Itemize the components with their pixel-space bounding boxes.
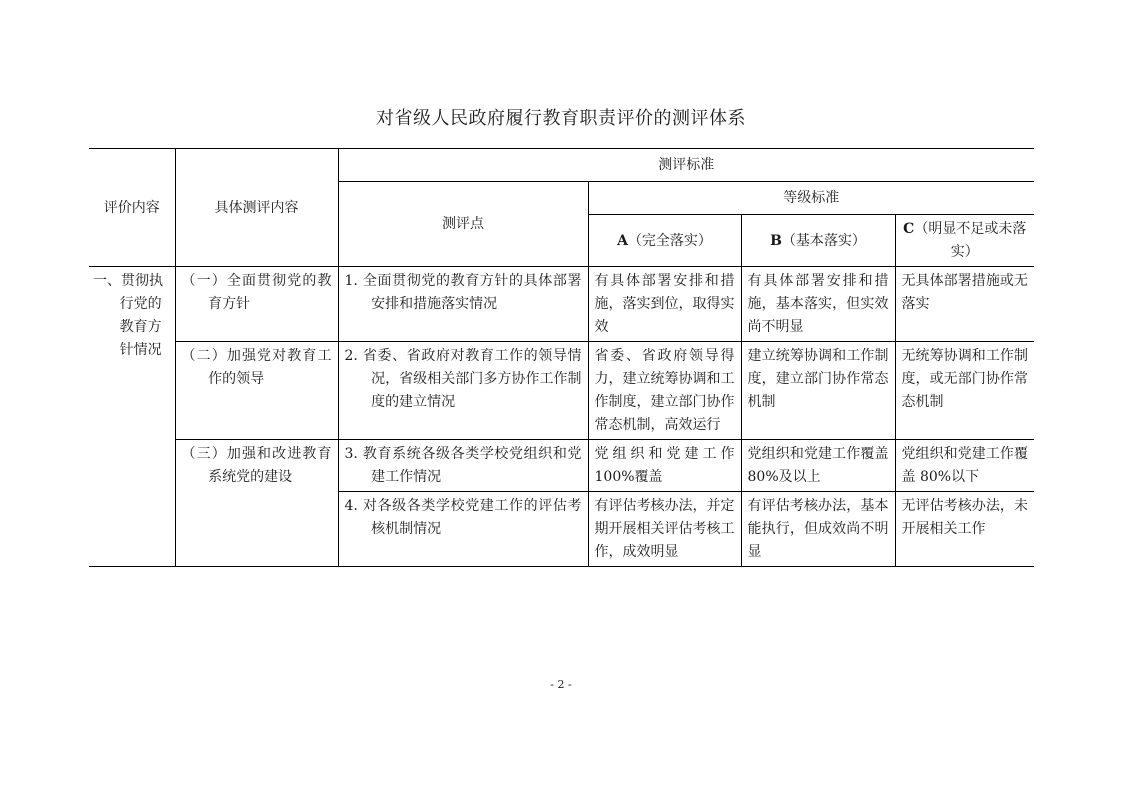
header-content: 具体测评内容 (175, 149, 338, 267)
grade-b-letter: B (770, 232, 782, 249)
evaluation-table (89, 148, 1034, 567)
grade-c-letter: C (903, 221, 915, 237)
table-row (89, 342, 1034, 440)
header-standard: 测评标准 (338, 149, 1034, 182)
grade-a-cell: 党组织和党建工作100%覆盖 (588, 440, 741, 492)
grade-c-cell: 无具体部署措施或无落实 (895, 267, 1034, 342)
grade-a-cell: 有评估考核办法，并定期开展相关评估考核工作，成效明显 (588, 492, 741, 567)
content-cell: （一）全面贯彻党的教育方针 (175, 267, 338, 342)
table-row (89, 440, 1034, 492)
header-grade-a (588, 215, 741, 267)
grade-c-label: （明显不足或未落实） (914, 221, 1027, 260)
grade-a-cell: 有具体部署安排和措施，落实到位，取得实效 (588, 267, 741, 342)
content-cell: （三）加强和改进教育系统党的建设 (175, 440, 338, 567)
header-grade-b (741, 215, 895, 267)
grade-c-cell: 党组织和党建工作覆盖 80%以下 (895, 440, 1034, 492)
grade-a-cell: 省委、省政府领导得力，建立统筹协调和工作制度，建立部门协作常态机制，高效运行 (588, 342, 741, 440)
document-title: 对省级人民政府履行教育职责评价的测评体系 (376, 108, 746, 129)
grade-b-cell: 党组织和党建工作覆盖 80%及以上 (741, 440, 895, 492)
header-grade-c (895, 215, 1034, 267)
grade-c-cell: 无评估考核办法，未开展相关工作 (895, 492, 1034, 567)
point-cell: 3. 教育系统各级各类学校党组织和党建工作情况 (338, 440, 588, 492)
grade-b-cell: 建立统筹协调和工作制度，建立部门协作常态机制 (741, 342, 895, 440)
grade-b-cell: 有评估考核办法，基本能执行，但成效尚不明显 (741, 492, 895, 567)
header-point: 测评点 (338, 182, 588, 267)
content-cell: （二）加强党对教育工作的领导 (175, 342, 338, 440)
page-number: - 2 - (550, 678, 572, 691)
grade-b-label: （基本落实） (781, 232, 866, 249)
point-cell: 4. 对各级各类学校党建工作的评估考核机制情况 (338, 492, 588, 567)
grade-a-letter: A (617, 232, 628, 249)
category-label: 一、贯彻执行党的教育方针情况 (93, 273, 163, 358)
header-category: 评价内容 (89, 149, 175, 267)
table-row (89, 267, 1034, 342)
header-level-standard: 等级标准 (588, 182, 1034, 215)
grade-c-cell: 无统筹协调和工作制度，或无部门协作常态机制 (895, 342, 1034, 440)
grade-b-cell: 有具体部署安排和措施，基本落实，但实效尚不明显 (741, 267, 895, 342)
grade-a-label: （完全落实） (627, 232, 712, 249)
point-cell: 2. 省委、省政府对教育工作的领导情况，省级相关部门多方协作工作制度的建立情况 (338, 342, 588, 440)
point-cell: 1. 全面贯彻党的教育方针的具体部署安排和措施落实情况 (338, 267, 588, 342)
category-cell (89, 267, 175, 567)
